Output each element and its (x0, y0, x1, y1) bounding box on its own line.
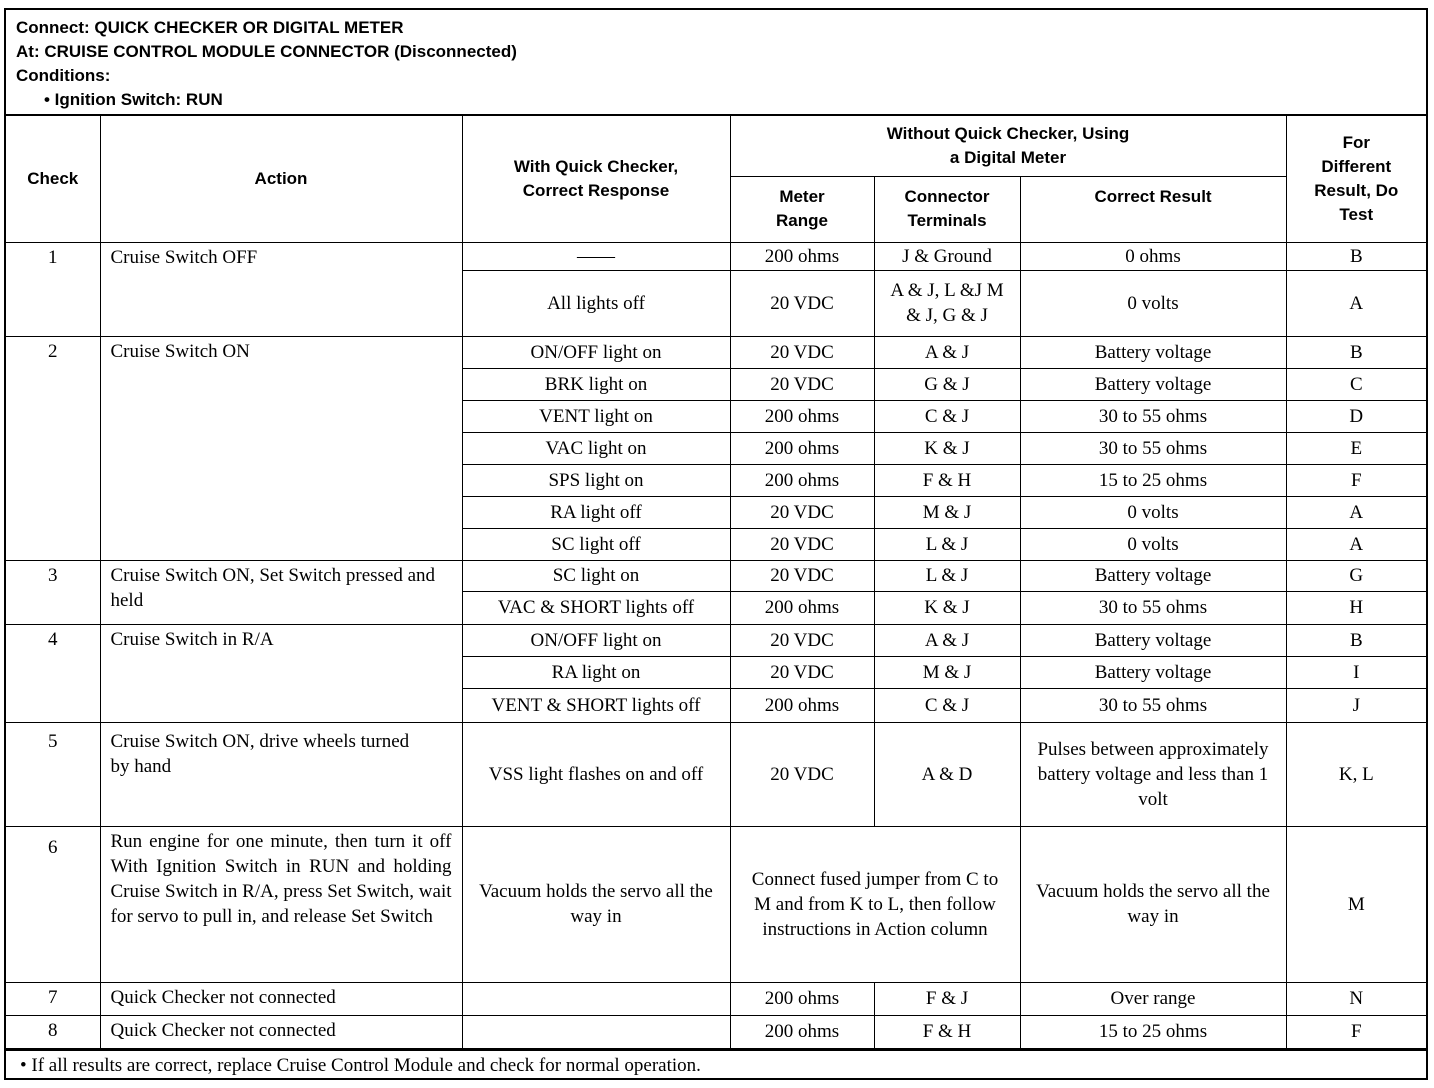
check-number: 3 (6, 560, 100, 624)
action-text: Quick Checker not connected (100, 982, 462, 1015)
table-row (6, 624, 1426, 656)
meter-range: 200 ohms (730, 242, 874, 270)
quick-checker-response: RA light off (462, 496, 730, 528)
quick-checker-response (462, 982, 730, 1015)
correct-result: 15 to 25 ohms (1020, 464, 1286, 496)
meter-range: 200 ohms (730, 400, 874, 432)
check-number: 7 (6, 982, 100, 1015)
next-test: N (1286, 982, 1426, 1015)
correct-result: 30 to 55 ohms (1020, 591, 1286, 624)
table-row (6, 1015, 1426, 1048)
quick-checker-response: VAC & SHORT lights off (462, 591, 730, 624)
correct-result: Battery voltage (1020, 560, 1286, 591)
meter-range-header-text: Meter Range (776, 187, 828, 230)
next-test: H (1286, 591, 1426, 624)
quick-checker-response: BRK light on (462, 368, 730, 400)
footer-note: • If all results are correct, replace Cruise Control Module and check for normal operation. (6, 1049, 1426, 1081)
at-line: At: CRUISE CONTROL MODULE CONNECTOR (Disconnected) (16, 42, 517, 61)
next-test: F (1286, 464, 1426, 496)
correct-result: 0 volts (1020, 528, 1286, 560)
column-header-meter-range (730, 176, 874, 242)
troubleshooting-chart (4, 8, 1428, 1080)
quick-checker-response: SC light off (462, 528, 730, 560)
quick-checker-response: VAC light on (462, 432, 730, 464)
next-test: F (1286, 1015, 1426, 1048)
connector-terminals: A & J (874, 624, 1020, 656)
check-number: 4 (6, 624, 100, 722)
table-row (6, 560, 1426, 591)
meter-range: 200 ohms (730, 591, 874, 624)
correct-result: Over range (1020, 982, 1286, 1015)
connector-terminals: M & J (874, 496, 1020, 528)
check-table (6, 116, 1426, 1049)
quick-checker-response (462, 1015, 730, 1048)
meter-range: 200 ohms (730, 432, 874, 464)
column-header-quick-checker (462, 116, 730, 242)
conditions-line: Conditions: (16, 66, 111, 85)
digital-meter-header-text: Without Quick Checker, Using a Digital Meter (886, 123, 1130, 167)
column-header-check: Check (6, 116, 100, 242)
correct-result: Battery voltage (1020, 368, 1286, 400)
meter-range: 20 VDC (730, 368, 874, 400)
correct-result: Battery voltage (1020, 656, 1286, 688)
meter-range: 200 ohms (730, 464, 874, 496)
check-number: 2 (6, 336, 100, 560)
next-test: M (1286, 826, 1426, 982)
quick-checker-response: SC light on (462, 560, 730, 591)
next-test: B (1286, 336, 1426, 368)
connector-terminals: C & J (874, 688, 1020, 722)
correct-result: 30 to 55 ohms (1020, 432, 1286, 464)
meter-range: 200 ohms (730, 1015, 874, 1048)
meter-range: 20 VDC (730, 560, 874, 591)
connector-terminals: L & J (874, 528, 1020, 560)
meter-range: 20 VDC (730, 528, 874, 560)
next-test: D (1286, 400, 1426, 432)
quick-checker-response: —— (462, 242, 730, 270)
next-test: B (1286, 624, 1426, 656)
correct-result: 0 volts (1020, 270, 1286, 336)
quick-checker-response: SPS light on (462, 464, 730, 496)
next-test: B (1286, 242, 1426, 270)
connector-terminals: A & J, L &J M & J, G & J (874, 270, 1020, 336)
correct-result: 30 to 55 ohms (1020, 688, 1286, 722)
test-conditions (6, 10, 1426, 116)
correct-result: 0 volts (1020, 496, 1286, 528)
connector-terminals: F & J (874, 982, 1020, 1015)
check-number: 1 (6, 242, 100, 336)
correct-result: Vacuum holds the servo all the way in (1020, 826, 1286, 982)
table-row (6, 826, 1426, 982)
connector-terminals: J & Ground (874, 242, 1020, 270)
action-text: Cruise Switch ON, drive wheels turned by hand (100, 722, 462, 826)
connector-terminals: A & D (874, 722, 1020, 826)
action-text: Cruise Switch ON, Set Switch pressed and held (100, 560, 462, 624)
condition-item: • Ignition Switch: RUN (44, 90, 223, 109)
meter-range: 200 ohms (730, 688, 874, 722)
check-number: 8 (6, 1015, 100, 1048)
next-test: K, L (1286, 722, 1426, 826)
table-row (6, 336, 1426, 368)
column-header-action: Action (100, 116, 462, 242)
meter-range: 20 VDC (730, 496, 874, 528)
connector-terminals: F & H (874, 464, 1020, 496)
meter-instructions: Connect fused jumper from C to M and from K to L, then follow instructions in Action column (730, 826, 1020, 982)
quick-checker-response: ON/OFF light on (462, 624, 730, 656)
action-text: Quick Checker not connected (100, 1015, 462, 1048)
next-test: G (1286, 560, 1426, 591)
next-test: I (1286, 656, 1426, 688)
connector-terminals: M & J (874, 656, 1020, 688)
quick-checker-response: VSS light flashes on and off (462, 722, 730, 826)
quick-checker-response: ON/OFF light on (462, 336, 730, 368)
next-test: J (1286, 688, 1426, 722)
connector-terminals: K & J (874, 432, 1020, 464)
correct-result: Battery voltage (1020, 336, 1286, 368)
next-test: E (1286, 432, 1426, 464)
quick-checker-response: Vacuum holds the servo all the way in (462, 826, 730, 982)
meter-range: 20 VDC (730, 624, 874, 656)
check-number: 5 (6, 722, 100, 826)
table-row (6, 982, 1426, 1015)
meter-range: 20 VDC (730, 656, 874, 688)
meter-range: 20 VDC (730, 336, 874, 368)
different-result-header-text: For Different Result, Do Test (1314, 132, 1399, 224)
table-row (6, 722, 1426, 826)
meter-range: 200 ohms (730, 982, 874, 1015)
meter-range: 20 VDC (730, 722, 874, 826)
action-text: Run engine for one minute, then turn it off With Ignition Switch in RUN and holding Cruise Switch in R/A, press Set Switch, wait for servo to pull in, and release Set Switch (100, 826, 462, 982)
connector-terminals: G & J (874, 368, 1020, 400)
column-header-digital-meter (730, 116, 1286, 176)
check-number: 6 (6, 826, 100, 982)
correct-result: 0 ohms (1020, 242, 1286, 270)
connect-line: Connect: QUICK CHECKER OR DIGITAL METER (16, 18, 404, 37)
meter-range: 20 VDC (730, 270, 874, 336)
correct-result: 15 to 25 ohms (1020, 1015, 1286, 1048)
action-text: Cruise Switch OFF (100, 242, 462, 336)
column-header-different-result (1286, 116, 1426, 242)
quick-checker-response: All lights off (462, 270, 730, 336)
column-header-connector-terminals: Connector Terminals (874, 176, 1020, 242)
connector-terminals: F & H (874, 1015, 1020, 1048)
table-row (6, 242, 1426, 270)
connector-terminals: A & J (874, 336, 1020, 368)
quick-checker-response: VENT light on (462, 400, 730, 432)
quick-checker-response: VENT & SHORT lights off (462, 688, 730, 722)
quick-checker-response: RA light on (462, 656, 730, 688)
connector-terminals: K & J (874, 591, 1020, 624)
connector-terminals: L & J (874, 560, 1020, 591)
next-test: A (1286, 496, 1426, 528)
action-text: Cruise Switch in R/A (100, 624, 462, 722)
column-header-correct-result: Correct Result (1020, 176, 1286, 242)
correct-result: Pulses between approximately battery voltage and less than 1 volt (1020, 722, 1286, 826)
action-text: Cruise Switch ON (100, 336, 462, 560)
next-test: A (1286, 270, 1426, 336)
quick-checker-header-text: With Quick Checker, Correct Response (513, 156, 679, 200)
next-test: C (1286, 368, 1426, 400)
next-test: A (1286, 528, 1426, 560)
correct-result: 30 to 55 ohms (1020, 400, 1286, 432)
correct-result: Battery voltage (1020, 624, 1286, 656)
connector-terminals: C & J (874, 400, 1020, 432)
